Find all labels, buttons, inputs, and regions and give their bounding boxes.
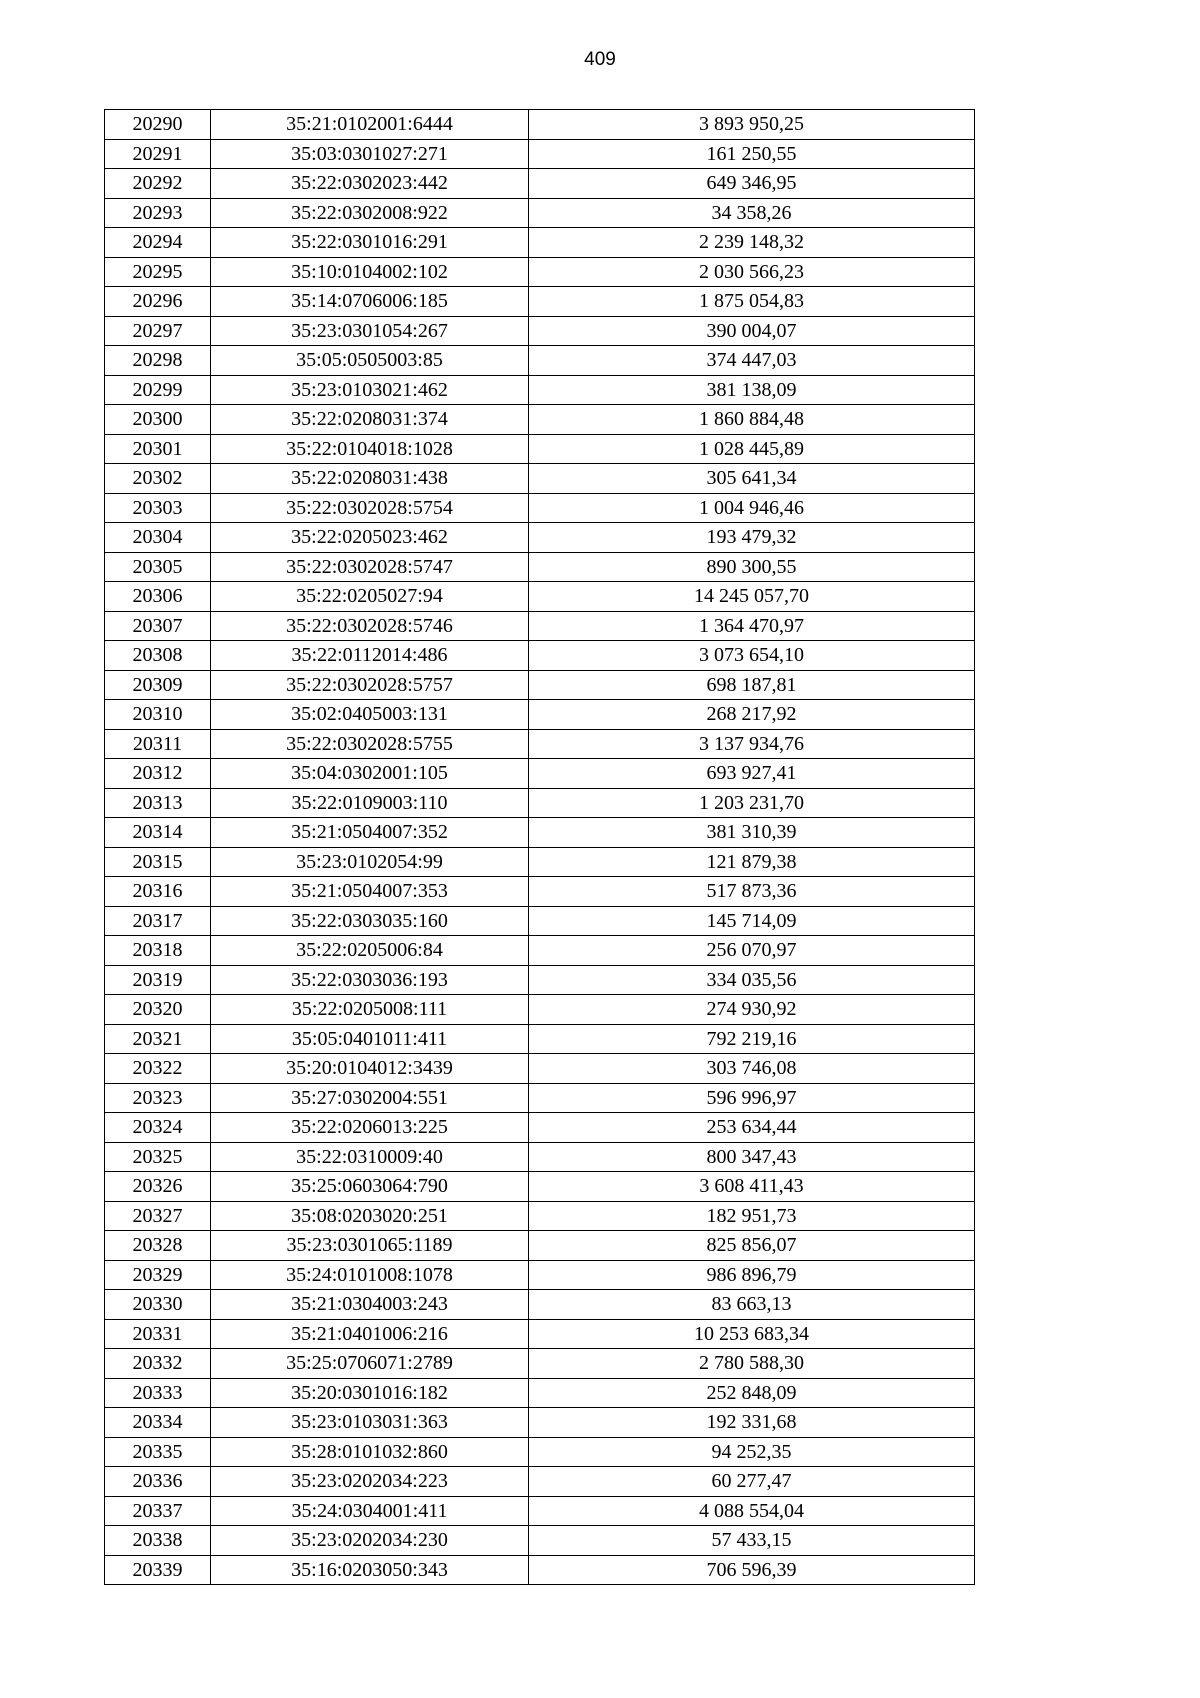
cadastral-number-cell: 35:22:0302028:5755 bbox=[211, 729, 529, 759]
row-number-cell: 20297 bbox=[105, 316, 211, 346]
table-row bbox=[105, 257, 975, 287]
value-cell: 193 479,32 bbox=[529, 523, 975, 553]
table-row bbox=[105, 1260, 975, 1290]
row-number-cell: 20290 bbox=[105, 110, 211, 140]
value-cell: 890 300,55 bbox=[529, 552, 975, 582]
row-number-cell: 20333 bbox=[105, 1378, 211, 1408]
table-row bbox=[105, 582, 975, 612]
table-row bbox=[105, 1437, 975, 1467]
table-row bbox=[105, 464, 975, 494]
value-cell: 596 996,97 bbox=[529, 1083, 975, 1113]
table-row bbox=[105, 110, 975, 140]
table-row bbox=[105, 729, 975, 759]
table-row bbox=[105, 641, 975, 671]
cadastral-number-cell: 35:23:0202034:223 bbox=[211, 1467, 529, 1497]
value-cell: 60 277,47 bbox=[529, 1467, 975, 1497]
value-cell: 94 252,35 bbox=[529, 1437, 975, 1467]
row-number-cell: 20319 bbox=[105, 965, 211, 995]
row-number-cell: 20313 bbox=[105, 788, 211, 818]
value-cell: 268 217,92 bbox=[529, 700, 975, 730]
table-row bbox=[105, 1290, 975, 1320]
value-cell: 334 035,56 bbox=[529, 965, 975, 995]
cadastral-number-cell: 35:03:0301027:271 bbox=[211, 139, 529, 169]
row-number-cell: 20329 bbox=[105, 1260, 211, 1290]
cadastral-number-cell: 35:23:0102054:99 bbox=[211, 847, 529, 877]
row-number-cell: 20317 bbox=[105, 906, 211, 936]
table-row bbox=[105, 995, 975, 1025]
cadastral-number-cell: 35:22:0208031:374 bbox=[211, 405, 529, 435]
table-row bbox=[105, 877, 975, 907]
cadastral-number-cell: 35:21:0304003:243 bbox=[211, 1290, 529, 1320]
cadastral-number-cell: 35:22:0302023:442 bbox=[211, 169, 529, 199]
value-cell: 2 239 148,32 bbox=[529, 228, 975, 258]
cadastral-number-cell: 35:22:0302028:5746 bbox=[211, 611, 529, 641]
cadastral-number-cell: 35:22:0112014:486 bbox=[211, 641, 529, 671]
table-row bbox=[105, 670, 975, 700]
row-number-cell: 20312 bbox=[105, 759, 211, 789]
table-row bbox=[105, 1319, 975, 1349]
value-cell: 274 930,92 bbox=[529, 995, 975, 1025]
table-row bbox=[105, 405, 975, 435]
value-cell: 1 860 884,48 bbox=[529, 405, 975, 435]
cadastral-number-cell: 35:23:0103021:462 bbox=[211, 375, 529, 405]
value-cell: 792 219,16 bbox=[529, 1024, 975, 1054]
cadastral-number-cell: 35:25:0603064:790 bbox=[211, 1172, 529, 1202]
row-number-cell: 20321 bbox=[105, 1024, 211, 1054]
cadastral-number-cell: 35:21:0401006:216 bbox=[211, 1319, 529, 1349]
table-row bbox=[105, 523, 975, 553]
row-number-cell: 20292 bbox=[105, 169, 211, 199]
value-cell: 4 088 554,04 bbox=[529, 1496, 975, 1526]
cadastral-number-cell: 35:22:0104018:1028 bbox=[211, 434, 529, 464]
cadastral-number-cell: 35:22:0205027:94 bbox=[211, 582, 529, 612]
table-row bbox=[105, 375, 975, 405]
value-cell: 381 138,09 bbox=[529, 375, 975, 405]
value-cell: 986 896,79 bbox=[529, 1260, 975, 1290]
row-number-cell: 20307 bbox=[105, 611, 211, 641]
cadastral-number-cell: 35:14:0706006:185 bbox=[211, 287, 529, 317]
cadastral-number-cell: 35:22:0310009:40 bbox=[211, 1142, 529, 1172]
row-number-cell: 20298 bbox=[105, 346, 211, 376]
table-row bbox=[105, 611, 975, 641]
value-cell: 83 663,13 bbox=[529, 1290, 975, 1320]
row-number-cell: 20320 bbox=[105, 995, 211, 1025]
table-row bbox=[105, 1526, 975, 1556]
value-cell: 256 070,97 bbox=[529, 936, 975, 966]
row-number-cell: 20335 bbox=[105, 1437, 211, 1467]
value-cell: 34 358,26 bbox=[529, 198, 975, 228]
row-number-cell: 20291 bbox=[105, 139, 211, 169]
row-number-cell: 20324 bbox=[105, 1113, 211, 1143]
cadastral-number-cell: 35:22:0303035:160 bbox=[211, 906, 529, 936]
cadastral-number-cell: 35:24:0304001:411 bbox=[211, 1496, 529, 1526]
row-number-cell: 20327 bbox=[105, 1201, 211, 1231]
cadastral-number-cell: 35:22:0302008:922 bbox=[211, 198, 529, 228]
row-number-cell: 20315 bbox=[105, 847, 211, 877]
table-row bbox=[105, 1408, 975, 1438]
row-number-cell: 20339 bbox=[105, 1555, 211, 1585]
value-cell: 192 331,68 bbox=[529, 1408, 975, 1438]
table-row bbox=[105, 1555, 975, 1585]
value-cell: 2 780 588,30 bbox=[529, 1349, 975, 1379]
value-cell: 145 714,09 bbox=[529, 906, 975, 936]
value-cell: 381 310,39 bbox=[529, 818, 975, 848]
row-number-cell: 20331 bbox=[105, 1319, 211, 1349]
row-number-cell: 20311 bbox=[105, 729, 211, 759]
value-cell: 1 875 054,83 bbox=[529, 287, 975, 317]
row-number-cell: 20299 bbox=[105, 375, 211, 405]
cadastral-number-cell: 35:04:0302001:105 bbox=[211, 759, 529, 789]
cadastral-number-cell: 35:08:0203020:251 bbox=[211, 1201, 529, 1231]
cadastral-number-cell: 35:10:0104002:102 bbox=[211, 257, 529, 287]
row-number-cell: 20293 bbox=[105, 198, 211, 228]
cadastral-number-cell: 35:22:0302028:5757 bbox=[211, 670, 529, 700]
value-cell: 252 848,09 bbox=[529, 1378, 975, 1408]
cadastral-number-cell: 35:20:0104012:3439 bbox=[211, 1054, 529, 1084]
cadastral-number-cell: 35:02:0405003:131 bbox=[211, 700, 529, 730]
table-row bbox=[105, 552, 975, 582]
row-number-cell: 20300 bbox=[105, 405, 211, 435]
table-row bbox=[105, 316, 975, 346]
row-number-cell: 20325 bbox=[105, 1142, 211, 1172]
row-number-cell: 20309 bbox=[105, 670, 211, 700]
value-cell: 825 856,07 bbox=[529, 1231, 975, 1261]
table-row bbox=[105, 1378, 975, 1408]
value-cell: 1 364 470,97 bbox=[529, 611, 975, 641]
value-cell: 3 137 934,76 bbox=[529, 729, 975, 759]
table-row bbox=[105, 818, 975, 848]
row-number-cell: 20338 bbox=[105, 1526, 211, 1556]
table-row bbox=[105, 1083, 975, 1113]
table-row bbox=[105, 1172, 975, 1202]
cadastral-number-cell: 35:22:0208031:438 bbox=[211, 464, 529, 494]
value-cell: 305 641,34 bbox=[529, 464, 975, 494]
value-cell: 517 873,36 bbox=[529, 877, 975, 907]
table-row bbox=[105, 1349, 975, 1379]
cadastral-number-cell: 35:25:0706071:2789 bbox=[211, 1349, 529, 1379]
row-number-cell: 20323 bbox=[105, 1083, 211, 1113]
value-cell: 693 927,41 bbox=[529, 759, 975, 789]
row-number-cell: 20334 bbox=[105, 1408, 211, 1438]
row-number-cell: 20337 bbox=[105, 1496, 211, 1526]
registry-table-body bbox=[105, 110, 975, 1585]
value-cell: 161 250,55 bbox=[529, 139, 975, 169]
row-number-cell: 20296 bbox=[105, 287, 211, 317]
value-cell: 3 893 950,25 bbox=[529, 110, 975, 140]
row-number-cell: 20332 bbox=[105, 1349, 211, 1379]
cadastral-number-cell: 35:23:0301054:267 bbox=[211, 316, 529, 346]
cadastral-number-cell: 35:21:0102001:6444 bbox=[211, 110, 529, 140]
cadastral-number-cell: 35:16:0203050:343 bbox=[211, 1555, 529, 1585]
cadastral-number-cell: 35:22:0205008:111 bbox=[211, 995, 529, 1025]
value-cell: 698 187,81 bbox=[529, 670, 975, 700]
cadastral-number-cell: 35:22:0302028:5747 bbox=[211, 552, 529, 582]
row-number-cell: 20316 bbox=[105, 877, 211, 907]
table-row bbox=[105, 906, 975, 936]
cadastral-number-cell: 35:22:0206013:225 bbox=[211, 1113, 529, 1143]
value-cell: 800 347,43 bbox=[529, 1142, 975, 1172]
table-row bbox=[105, 1054, 975, 1084]
row-number-cell: 20322 bbox=[105, 1054, 211, 1084]
value-cell: 303 746,08 bbox=[529, 1054, 975, 1084]
cadastral-number-cell: 35:20:0301016:182 bbox=[211, 1378, 529, 1408]
cadastral-number-cell: 35:21:0504007:352 bbox=[211, 818, 529, 848]
cadastral-number-cell: 35:27:0302004:551 bbox=[211, 1083, 529, 1113]
value-cell: 121 879,38 bbox=[529, 847, 975, 877]
value-cell: 649 346,95 bbox=[529, 169, 975, 199]
table-row bbox=[105, 1024, 975, 1054]
table-row bbox=[105, 936, 975, 966]
cadastral-number-cell: 35:23:0103031:363 bbox=[211, 1408, 529, 1438]
value-cell: 1 004 946,46 bbox=[529, 493, 975, 523]
registry-table bbox=[104, 109, 975, 1585]
table-row bbox=[105, 287, 975, 317]
row-number-cell: 20336 bbox=[105, 1467, 211, 1497]
row-number-cell: 20314 bbox=[105, 818, 211, 848]
row-number-cell: 20303 bbox=[105, 493, 211, 523]
table-row bbox=[105, 228, 975, 258]
row-number-cell: 20301 bbox=[105, 434, 211, 464]
value-cell: 1 203 231,70 bbox=[529, 788, 975, 818]
table-row bbox=[105, 1113, 975, 1143]
row-number-cell: 20304 bbox=[105, 523, 211, 553]
cadastral-number-cell: 35:22:0303036:193 bbox=[211, 965, 529, 995]
table-row bbox=[105, 1201, 975, 1231]
cadastral-number-cell: 35:22:0301016:291 bbox=[211, 228, 529, 258]
value-cell: 3 073 654,10 bbox=[529, 641, 975, 671]
row-number-cell: 20294 bbox=[105, 228, 211, 258]
row-number-cell: 20305 bbox=[105, 552, 211, 582]
value-cell: 2 030 566,23 bbox=[529, 257, 975, 287]
table-row bbox=[105, 198, 975, 228]
value-cell: 390 004,07 bbox=[529, 316, 975, 346]
table-row bbox=[105, 346, 975, 376]
cadastral-number-cell: 35:23:0202034:230 bbox=[211, 1526, 529, 1556]
row-number-cell: 20302 bbox=[105, 464, 211, 494]
table-row bbox=[105, 759, 975, 789]
cadastral-number-cell: 35:21:0504007:353 bbox=[211, 877, 529, 907]
value-cell: 57 433,15 bbox=[529, 1526, 975, 1556]
row-number-cell: 20306 bbox=[105, 582, 211, 612]
row-number-cell: 20318 bbox=[105, 936, 211, 966]
table-row bbox=[105, 169, 975, 199]
row-number-cell: 20328 bbox=[105, 1231, 211, 1261]
value-cell: 3 608 411,43 bbox=[529, 1172, 975, 1202]
row-number-cell: 20295 bbox=[105, 257, 211, 287]
value-cell: 1 028 445,89 bbox=[529, 434, 975, 464]
row-number-cell: 20310 bbox=[105, 700, 211, 730]
value-cell: 14 245 057,70 bbox=[529, 582, 975, 612]
table-row bbox=[105, 788, 975, 818]
row-number-cell: 20308 bbox=[105, 641, 211, 671]
cadastral-number-cell: 35:22:0109003:110 bbox=[211, 788, 529, 818]
table-row bbox=[105, 700, 975, 730]
page-number: 409 bbox=[584, 49, 616, 70]
cadastral-number-cell: 35:05:0401011:411 bbox=[211, 1024, 529, 1054]
table-row bbox=[105, 1496, 975, 1526]
table-row bbox=[105, 493, 975, 523]
cadastral-number-cell: 35:22:0205023:462 bbox=[211, 523, 529, 553]
row-number-cell: 20330 bbox=[105, 1290, 211, 1320]
table-row bbox=[105, 434, 975, 464]
value-cell: 253 634,44 bbox=[529, 1113, 975, 1143]
table-row bbox=[105, 1231, 975, 1261]
value-cell: 374 447,03 bbox=[529, 346, 975, 376]
table-row bbox=[105, 1142, 975, 1172]
cadastral-number-cell: 35:23:0301065:1189 bbox=[211, 1231, 529, 1261]
value-cell: 182 951,73 bbox=[529, 1201, 975, 1231]
table-row bbox=[105, 965, 975, 995]
table-row bbox=[105, 847, 975, 877]
cadastral-number-cell: 35:28:0101032:860 bbox=[211, 1437, 529, 1467]
cadastral-number-cell: 35:22:0302028:5754 bbox=[211, 493, 529, 523]
value-cell: 706 596,39 bbox=[529, 1555, 975, 1585]
cadastral-number-cell: 35:24:0101008:1078 bbox=[211, 1260, 529, 1290]
cadastral-number-cell: 35:05:0505003:85 bbox=[211, 346, 529, 376]
table-row bbox=[105, 1467, 975, 1497]
row-number-cell: 20326 bbox=[105, 1172, 211, 1202]
table-row bbox=[105, 139, 975, 169]
cadastral-number-cell: 35:22:0205006:84 bbox=[211, 936, 529, 966]
value-cell: 10 253 683,34 bbox=[529, 1319, 975, 1349]
